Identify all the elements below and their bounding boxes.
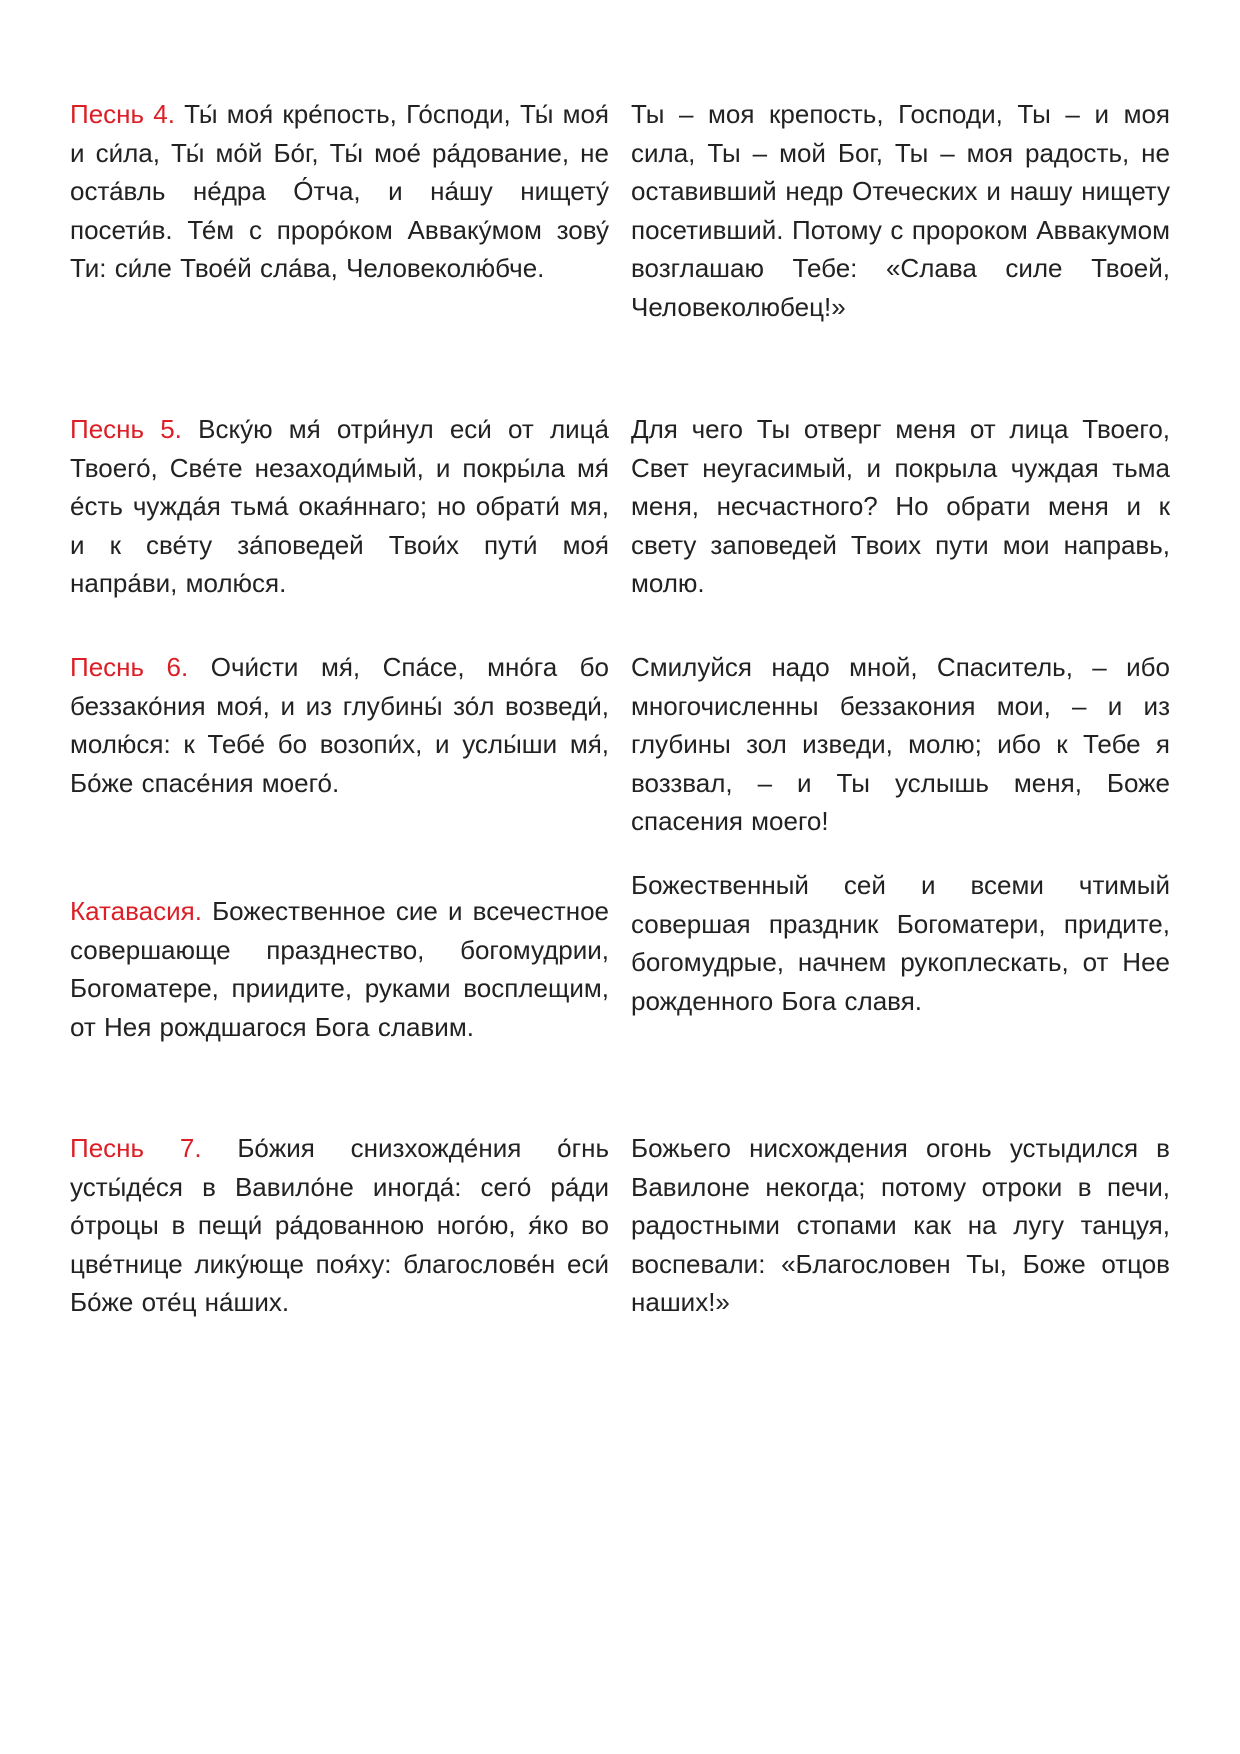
section-label: Песнь 4. <box>70 99 175 129</box>
church-slavonic-text <box>70 866 609 1046</box>
section-label: Песнь 5. <box>70 414 182 444</box>
section-ode-4 <box>70 95 1170 326</box>
russian-translation <box>631 1129 1170 1322</box>
translation-text: Для чего Ты отверг меня от лица Твоего, Свет неугасимый, и покрыла чуждая тьма меня, несчастного? Но обрати меня и к свету заповедей Твоих пути мои направь, молю. <box>631 414 1170 598</box>
section-text: Бо́жия снизхожде́ния о́гнь усты́де́ся в Вавило́не иногда́: сего́ ра́ди о́троцы в пещи́ ра́дованною ного́ю, я́ко во цве́тнице лику́юще поя́ху: благослове́н еси́ Бо́же оте́ц на́ших. <box>70 1133 609 1317</box>
russian-translation <box>631 410 1170 603</box>
section-label: Песнь 7. <box>70 1133 202 1163</box>
church-slavonic-text <box>70 648 609 841</box>
section-label: Катавасия. <box>70 896 202 926</box>
russian-translation <box>631 866 1170 1046</box>
section-text: Вску́ю мя́ отри́нул еси́ от лица́ Твоего́, Све́те незаходи́мый, и покры́ла мя́ е́сть чужда́я тьма́ окая́ннаго; но обрати́ мя, и к све́ту за́поведей Твои́х пути́ моя́ напра́ви, молю́ся. <box>70 414 609 598</box>
russian-translation <box>631 95 1170 326</box>
translation-text: Смилуйся надо мной, Спаситель, – ибо многочисленны беззакония мои, – и из глубины зол изведи, молю; ибо к Тебе я воззвал, – и Ты услышь меня, Боже спасения моего! <box>631 652 1170 836</box>
church-slavonic-text <box>70 1129 609 1322</box>
section-label: Песнь 6. <box>70 652 189 682</box>
section-ode-6 <box>70 648 1170 841</box>
section-text: Божественное сие и всечестное совершающе празднество, богомудрии, Богоматере, приидите, руками восплещим, от Нея рождшагося Бога славим. <box>70 896 609 1042</box>
section-ode-7 <box>70 1129 1170 1322</box>
translation-text: Ты – моя крепость, Господи, Ты – и моя сила, Ты – мой Бог, Ты – моя радость, не оставивший недр Отеческих и нашу нищету посетивший. Потому с пророком Аввакумом возглашаю Тебе: «Слава силе Твоей, Человеколюбец!» <box>631 99 1170 322</box>
russian-translation <box>631 648 1170 841</box>
section-text: Очи́сти мя́, Спа́се, мно́га бо беззако́ния моя́, и из глубины́ зо́л возведи́, молю́ся: к Тебе́ бо возопи́х, и услы́ши мя́, Бо́же спасе́ния моего́. <box>70 652 609 798</box>
section-ode-5 <box>70 410 1170 603</box>
translation-text: Божьего нисхождения огонь устыдился в Вавилоне некогда; потому отроки в печи, радостными стопами как на лугу танцуя, воспевали: «Благословен Ты, Боже отцов наших!» <box>631 1133 1170 1317</box>
section-text: Ты́ моя́ кре́пость, Го́споди, Ты́ моя́ и си́ла, Ты́ мо́й Бо́г, Ты́ мое́ ра́дование, не оста́вль не́дра О́тча, и на́шу нищету́ посети́в. Те́м с проро́ком Аввaку́мом зову́ Ти: си́ле Твое́й сла́ва, Человеколю́бче. <box>70 99 609 283</box>
church-slavonic-text <box>70 410 609 603</box>
church-slavonic-text <box>70 95 609 326</box>
section-katavasia <box>70 866 1170 1046</box>
translation-text: Божественный сей и всеми чтимый совершая праздник Богоматери, придите, богомудрые, начнем рукоплескать, от Нее рожденного Бога славя. <box>631 870 1170 1016</box>
